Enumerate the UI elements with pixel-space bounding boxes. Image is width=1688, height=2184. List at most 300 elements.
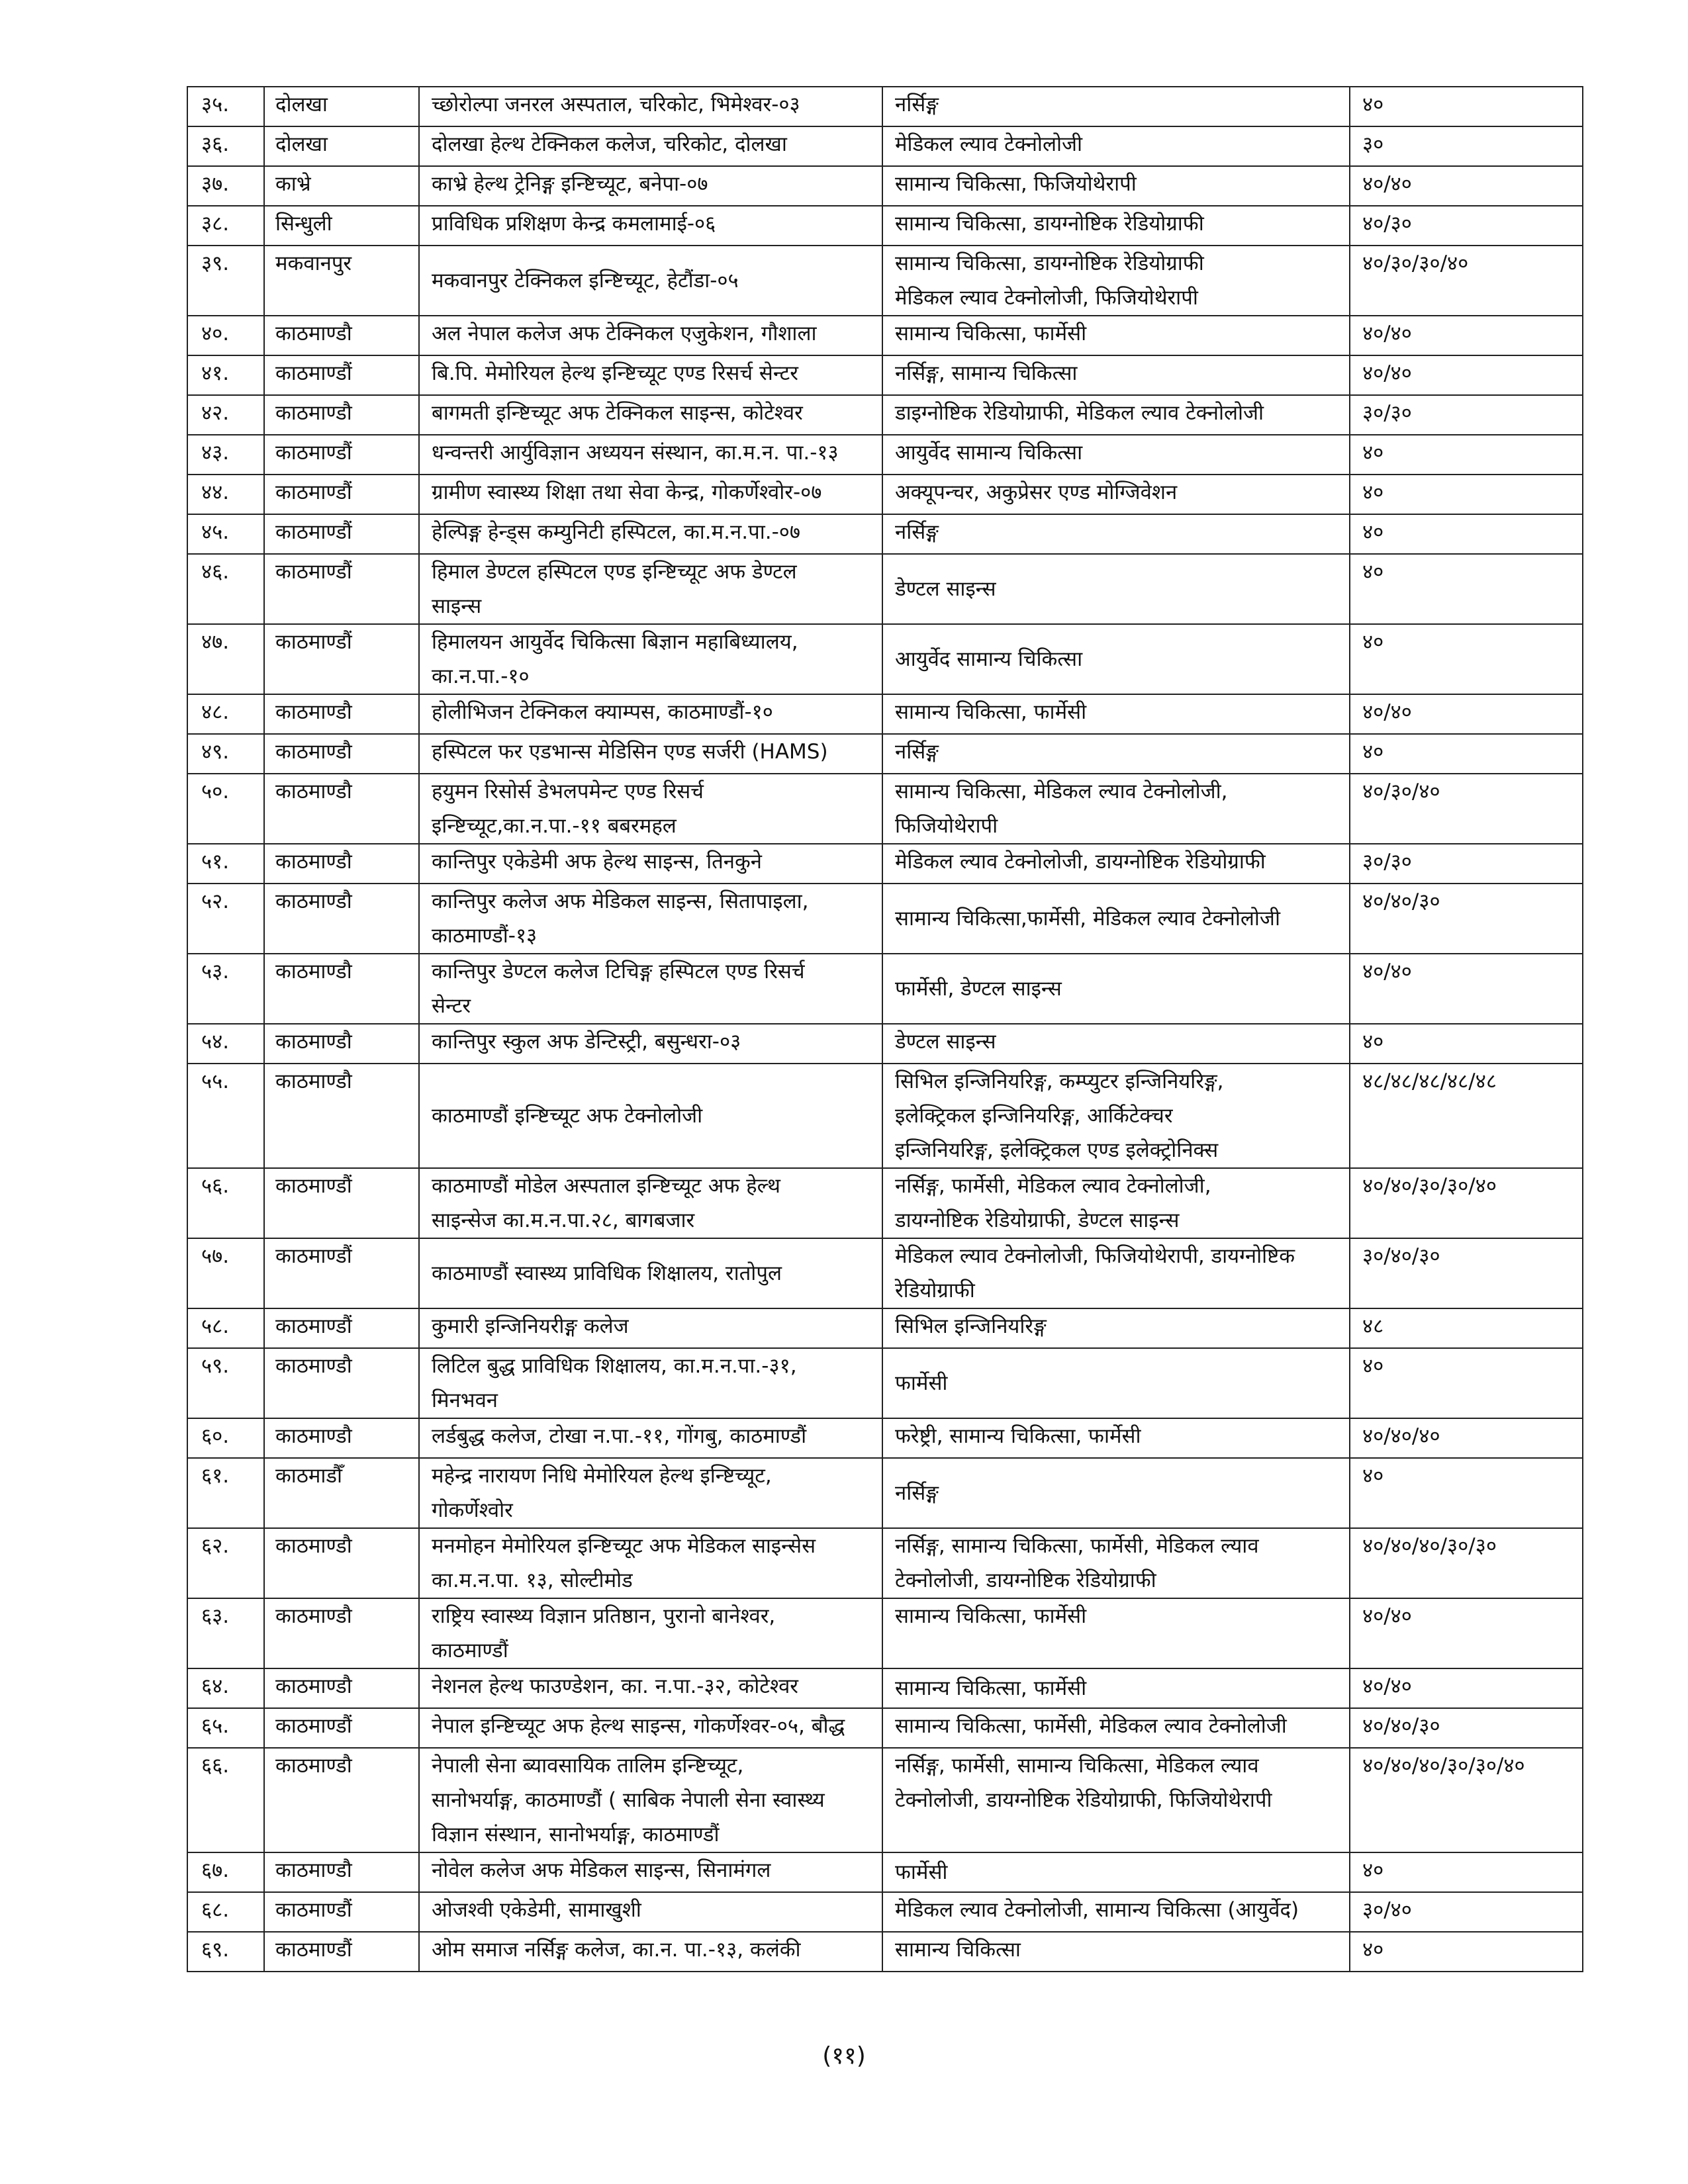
seat-count: ४० xyxy=(1362,1938,1384,1962)
serial-number: ५५. xyxy=(201,1069,230,1093)
program-line: नर्सिङ्ग xyxy=(895,1481,939,1505)
institution-name-cell xyxy=(419,1528,882,1598)
table-row xyxy=(187,774,1583,844)
seats-cell xyxy=(1350,1598,1583,1668)
program-line: रेडियोग्राफी xyxy=(895,1279,975,1302)
serial-number: ५२. xyxy=(201,889,230,913)
program-line: डाइग्नोष्टिक रेडियोग्राफी, मेडिकल ल्याव टेक्नोलोजी xyxy=(895,401,1264,425)
programs-cell xyxy=(882,694,1350,734)
program-line: टेक्नोलोजी, डायग्नोष्टिक रेडियोग्राफी, फिजियोथेरापी xyxy=(895,1788,1272,1812)
district-cell xyxy=(264,1348,419,1418)
table-row xyxy=(187,1748,1583,1852)
seat-count: ४०/३०/४० xyxy=(1362,780,1440,803)
serial-number: ६९. xyxy=(201,1938,230,1962)
seats-cell xyxy=(1350,1528,1583,1598)
district-name: काठमाण्डौं xyxy=(275,1898,352,1922)
institution-name-line: नेपाली सेना ब्यावसायिक तालिम इन्ष्टिच्यूट, xyxy=(432,1754,744,1778)
seats-cell xyxy=(1350,694,1583,734)
seat-count: ४८ xyxy=(1362,1314,1384,1338)
district-cell xyxy=(264,1418,419,1458)
seats-cell xyxy=(1350,844,1583,884)
serial-number: ४८. xyxy=(201,700,230,724)
district-name: काठमाण्डौं xyxy=(275,480,352,504)
serial-number: ५४. xyxy=(201,1030,230,1054)
serial-number: ४३. xyxy=(201,441,230,465)
institution-name-line: ओजश्वी एकेडेमी, सामाखुशी xyxy=(432,1898,641,1922)
district-name: काठमाण्डौं xyxy=(275,630,352,654)
serial-number-cell xyxy=(187,1708,264,1748)
programs-cell xyxy=(882,1598,1350,1668)
district-name: काठमाण्डौ xyxy=(275,740,352,764)
seat-count: ३०/३० xyxy=(1362,401,1412,425)
programs-cell xyxy=(882,475,1350,514)
programs-cell xyxy=(882,87,1350,126)
district-name: काठमाण्डौं xyxy=(275,361,352,385)
program-line: सामान्य चिकित्सा, फार्मेसी xyxy=(895,700,1087,724)
serial-number-cell xyxy=(187,1458,264,1528)
district-cell xyxy=(264,1308,419,1348)
table-row xyxy=(187,1528,1583,1598)
district-name: काठमाण्डौं xyxy=(275,1714,352,1738)
program-line: मेडिकल ल्याव टेक्नोलोजी xyxy=(895,132,1083,156)
institution-name-cell xyxy=(419,87,882,126)
institution-name-cell xyxy=(419,355,882,395)
seat-count: ४० xyxy=(1362,630,1384,654)
serial-number-cell xyxy=(187,1668,264,1708)
district-cell xyxy=(264,435,419,475)
serial-number: ६०. xyxy=(201,1424,230,1448)
serial-number: ४९. xyxy=(201,740,230,764)
program-line: नर्सिङ्ग xyxy=(895,93,939,116)
district-name: दोलखा xyxy=(275,132,328,156)
institution-name-line: हेल्पिङ्ग हेन्ड्स कम्युनिटी हस्पिटल, का.म.न.पा.-०७ xyxy=(432,520,800,544)
programs-cell xyxy=(882,395,1350,435)
district-name: दोलखा xyxy=(275,93,328,116)
institution-name-cell xyxy=(419,1418,882,1458)
seat-count: ४०/४० xyxy=(1362,322,1412,345)
district-cell xyxy=(264,1064,419,1168)
seat-count: ४०/३० xyxy=(1362,212,1412,236)
serial-number: ६३. xyxy=(201,1604,230,1628)
district-cell xyxy=(264,206,419,246)
institution-name-cell xyxy=(419,694,882,734)
seats-cell xyxy=(1350,1708,1583,1748)
institution-name-line: सानोभर्याङ्ग, काठमाण्डौं ( साबिक नेपाली सेना स्वास्थ्य xyxy=(432,1788,825,1812)
institution-name-line: सेन्टर xyxy=(432,994,471,1018)
program-line: डेण्टल साइन्स xyxy=(895,1030,996,1054)
serial-number-cell xyxy=(187,1852,264,1892)
seat-count: ४८/४८/४८/४८/४८ xyxy=(1362,1069,1497,1093)
district-cell xyxy=(264,844,419,884)
programs-cell xyxy=(882,1748,1350,1852)
program-line: सिभिल इन्जिनियरिङ्ग, कम्प्युटर इन्जिनियरिङ्ग, xyxy=(895,1069,1224,1093)
institution-name-line: प्राविधिक प्रशिक्षण केन्द्र कमलामाई-०६ xyxy=(432,212,716,236)
serial-number-cell xyxy=(187,514,264,554)
seats-cell xyxy=(1350,1024,1583,1064)
seat-count: ४० xyxy=(1362,560,1384,584)
institution-name-line: ग्रामीण स्वास्थ्य शिक्षा तथा सेवा केन्द्र, गोकर्णेश्वोर-०७ xyxy=(432,480,822,504)
seats-cell xyxy=(1350,514,1583,554)
programs-cell xyxy=(882,1528,1350,1598)
table-row xyxy=(187,475,1583,514)
serial-number: ३९. xyxy=(201,251,230,275)
district-cell xyxy=(264,395,419,435)
serial-number: ४१. xyxy=(201,361,230,385)
table-row xyxy=(187,734,1583,774)
serial-number-cell xyxy=(187,475,264,514)
seat-count: ४०/४० xyxy=(1362,1604,1412,1628)
district-cell xyxy=(264,1528,419,1598)
district-name: काठमाण्डौं xyxy=(275,1938,352,1962)
seats-cell xyxy=(1350,1308,1583,1348)
serial-number-cell xyxy=(187,1528,264,1598)
programs-cell xyxy=(882,954,1350,1024)
programs-cell xyxy=(882,844,1350,884)
table-row xyxy=(187,1418,1583,1458)
serial-number: ३८. xyxy=(201,212,230,236)
serial-number-cell xyxy=(187,87,264,126)
district-name: काठमाण्डौं xyxy=(275,1174,352,1198)
program-line: मेडिकल ल्याव टेक्नोलोजी, फिजियोथेरापी, डायग्नोष्टिक xyxy=(895,1244,1295,1268)
programs-cell xyxy=(882,1932,1350,1972)
institution-name-cell xyxy=(419,844,882,884)
serial-number: ५३. xyxy=(201,960,230,983)
seat-count: ४० xyxy=(1362,441,1384,465)
serial-number-cell xyxy=(187,1748,264,1852)
district-name: काठमाण्डौ xyxy=(275,1858,352,1882)
serial-number: ६७. xyxy=(201,1858,230,1882)
district-name: काठमाण्डौं xyxy=(275,1244,352,1268)
seat-count: ४० xyxy=(1362,1030,1384,1054)
table-row xyxy=(187,954,1583,1024)
serial-number: ४७. xyxy=(201,630,230,654)
district-cell xyxy=(264,87,419,126)
serial-number-cell xyxy=(187,624,264,694)
district-cell xyxy=(264,1168,419,1238)
seat-count: ४०/४० xyxy=(1362,361,1412,385)
seat-count: ४० xyxy=(1362,520,1384,544)
table-row xyxy=(187,1668,1583,1708)
institution-name-line: मिनभवन xyxy=(432,1388,498,1412)
program-line: आयुर्वेद सामान्य चिकित्सा xyxy=(895,647,1083,671)
serial-number-cell xyxy=(187,1168,264,1238)
table-row xyxy=(187,1458,1583,1528)
program-line: आयुर्वेद सामान्य चिकित्सा xyxy=(895,441,1083,465)
programs-cell xyxy=(882,884,1350,954)
program-line: मेडिकल ल्याव टेक्नोलोजी, डायग्नोष्टिक रेडियोग्राफी xyxy=(895,850,1266,874)
seats-cell xyxy=(1350,1852,1583,1892)
program-line: सिभिल इन्जिनियरिङ्ग xyxy=(895,1314,1047,1338)
programs-cell xyxy=(882,206,1350,246)
district-cell xyxy=(264,475,419,514)
page-number: (११) xyxy=(822,2042,866,2070)
serial-number-cell xyxy=(187,1418,264,1458)
table-row xyxy=(187,1064,1583,1168)
table-row xyxy=(187,1024,1583,1064)
institution-name-line: राष्ट्रिय स्वास्थ्य विज्ञान प्रतिष्ठान, पुरानो बानेश्वर, xyxy=(432,1604,776,1628)
serial-number-cell xyxy=(187,1932,264,1972)
institution-name-cell xyxy=(419,624,882,694)
institution-name-line: हयुमन रिसोर्स डेभलपमेन्ट एण्ड रिसर्च xyxy=(432,780,704,803)
institution-name-cell xyxy=(419,1024,882,1064)
institution-name-cell xyxy=(419,954,882,1024)
program-line: सामान्य चिकित्सा, फार्मेसी xyxy=(895,1676,1087,1700)
seat-count: ४०/४०/४०/३०/३० xyxy=(1362,1534,1497,1558)
district-name: काठमाण्डौ xyxy=(275,1604,352,1628)
district-name: काठमाडौँ xyxy=(275,1464,343,1488)
institution-name-line: काठमाण्डौं मोडेल अस्पताल इन्ष्टिच्यूट अफ हेल्थ xyxy=(432,1174,780,1198)
seats-cell xyxy=(1350,954,1583,1024)
program-line: नर्सिङ्ग, फार्मेसी, सामान्य चिकित्सा, मेडिकल ल्याव xyxy=(895,1754,1259,1778)
district-cell xyxy=(264,1458,419,1528)
serial-number: ५०. xyxy=(201,780,230,803)
district-name: काठमाण्डौ xyxy=(275,1354,352,1378)
district-name: काठमाण्डौं xyxy=(275,520,352,544)
institution-name-cell xyxy=(419,1168,882,1238)
program-line: सामान्य चिकित्सा, फार्मेसी xyxy=(895,1604,1087,1628)
serial-number: ६४. xyxy=(201,1674,230,1698)
program-line: नर्सिङ्ग xyxy=(895,520,939,544)
serial-number: ६५. xyxy=(201,1714,230,1738)
district-cell xyxy=(264,126,419,166)
serial-number-cell xyxy=(187,954,264,1024)
table-row xyxy=(187,395,1583,435)
seat-count: ४० xyxy=(1362,480,1384,504)
seats-cell xyxy=(1350,1892,1583,1932)
table-row xyxy=(187,1308,1583,1348)
institution-name-cell xyxy=(419,206,882,246)
institution-name-cell xyxy=(419,126,882,166)
programs-cell xyxy=(882,316,1350,355)
serial-number-cell xyxy=(187,1308,264,1348)
program-line: टेक्नोलोजी, डायग्नोष्टिक रेडियोग्राफी xyxy=(895,1569,1156,1592)
program-line: इन्जिनियरिङ्ग, इलेक्ट्रिकल एण्ड इलेक्ट्रोनिक्स xyxy=(895,1138,1219,1162)
table-row xyxy=(187,1852,1583,1892)
seat-count: ४०/४०/४० xyxy=(1362,1424,1440,1448)
institution-name-line: का.म.न.पा. १३, सोल्टीमोड xyxy=(432,1569,633,1592)
district-name: काठमाण्डौ xyxy=(275,401,352,425)
seat-count: ४०/४० xyxy=(1362,1674,1412,1698)
district-name: काठमाण्डौ xyxy=(275,889,352,913)
seat-count: ४०/४०/३० xyxy=(1362,1714,1440,1738)
district-cell xyxy=(264,246,419,316)
programs-cell xyxy=(882,624,1350,694)
serial-number: ४४. xyxy=(201,480,230,504)
table-body xyxy=(187,87,1583,1972)
seat-count: ३०/४०/३० xyxy=(1362,1244,1440,1268)
district-cell xyxy=(264,734,419,774)
district-cell xyxy=(264,954,419,1024)
serial-number-cell xyxy=(187,435,264,475)
serial-number-cell xyxy=(187,1064,264,1168)
seats-cell xyxy=(1350,206,1583,246)
table-row xyxy=(187,87,1583,126)
district-cell xyxy=(264,774,419,844)
serial-number-cell xyxy=(187,316,264,355)
institution-name-line: महेन्द्र नारायण निधि मेमोरियल हेल्थ इन्ष्टिच्यूट, xyxy=(432,1464,772,1488)
serial-number-cell xyxy=(187,554,264,624)
institution-name-cell xyxy=(419,395,882,435)
serial-number: ४६. xyxy=(201,560,230,584)
district-name: काठमाण्डौ xyxy=(275,700,352,724)
institution-name-line: लर्डबुद्ध कलेज, टोखा न.पा.-११, गोंगबु, काठमाण्डौं xyxy=(432,1424,807,1448)
seats-cell xyxy=(1350,166,1583,206)
institution-name-cell xyxy=(419,1598,882,1668)
seats-cell xyxy=(1350,435,1583,475)
serial-number: ३७. xyxy=(201,172,230,196)
institution-name-line: इन्ष्टिच्यूट,का.न.पा.-११ बबरमहल xyxy=(432,814,677,838)
institution-name-line: होलीभिजन टेक्निकल क्याम्पस, काठमाण्डौं-१० xyxy=(432,700,773,724)
district-cell xyxy=(264,166,419,206)
table-row xyxy=(187,246,1583,316)
table-row xyxy=(187,1168,1583,1238)
district-name: काठमाण्डौ xyxy=(275,1030,352,1054)
table-row xyxy=(187,1708,1583,1748)
institution-name-cell xyxy=(419,1064,882,1168)
institution-name-line: च्छोरोल्पा जनरल अस्पताल, चरिकोट, भिमेश्वर-०३ xyxy=(432,93,800,116)
institution-name-line: कान्तिपुर स्कुल अफ डेन्टिस्ट्री, बसुन्धरा-०३ xyxy=(432,1030,741,1054)
table-row xyxy=(187,884,1583,954)
serial-number-cell xyxy=(187,246,264,316)
district-name: काठमाण्डौं xyxy=(275,560,352,584)
district-name: काठमाण्डौ xyxy=(275,322,352,345)
table-row xyxy=(187,1238,1583,1308)
institution-name-line: लिटिल बुद्ध प्राविधिक शिक्षालय, का.म.न.पा.-३१, xyxy=(432,1354,797,1378)
seats-cell xyxy=(1350,1418,1583,1458)
serial-number-cell xyxy=(187,355,264,395)
institution-name-line: दोलखा हेल्थ टेक्निकल कलेज, चरिकोट, दोलखा xyxy=(432,132,787,156)
district-name: काठमाण्डौ xyxy=(275,1069,352,1093)
programs-cell xyxy=(882,1852,1350,1892)
serial-number: ५६. xyxy=(201,1174,230,1198)
institution-name-cell xyxy=(419,514,882,554)
serial-number: ३५. xyxy=(201,93,230,116)
seat-count: ४०/४० xyxy=(1362,172,1412,196)
serial-number-cell xyxy=(187,206,264,246)
district-cell xyxy=(264,1892,419,1932)
serial-number: ५९. xyxy=(201,1354,230,1378)
program-line: सामान्य चिकित्सा, डायग्नोष्टिक रेडियोग्राफी xyxy=(895,251,1204,275)
district-cell xyxy=(264,1024,419,1064)
program-line: नर्सिङ्ग, सामान्य चिकित्सा xyxy=(895,361,1078,385)
institution-name-line: कान्तिपुर डेण्टल कलेज टिचिङ्ग हस्पिटल एण्ड रिसर्च xyxy=(432,960,805,983)
serial-number-cell xyxy=(187,166,264,206)
institution-name-line: काठमाण्डौं xyxy=(432,1639,508,1662)
program-line: अक्यूपन्चर, अकुप्रेसर एण्ड मोग्जिवेशन xyxy=(895,480,1178,504)
district-name: काठमाण्डौ xyxy=(275,960,352,983)
institution-name-cell xyxy=(419,166,882,206)
program-line: सामान्य चिकित्सा, फिजियोथेरापी xyxy=(895,172,1137,196)
programs-cell xyxy=(882,1168,1350,1238)
seats-cell xyxy=(1350,1932,1583,1972)
programs-cell xyxy=(882,1708,1350,1748)
serial-number-cell xyxy=(187,844,264,884)
programs-cell xyxy=(882,1308,1350,1348)
table-row xyxy=(187,1348,1583,1418)
district-cell xyxy=(264,316,419,355)
programs-cell xyxy=(882,734,1350,774)
seats-cell xyxy=(1350,624,1583,694)
institution-name-line: कान्तिपुर एकेडेमी अफ हेल्थ साइन्स, तिनकुने xyxy=(432,850,763,874)
district-cell xyxy=(264,514,419,554)
programs-cell xyxy=(882,554,1350,624)
table-row xyxy=(187,1598,1583,1668)
institution-name-line: बागमती इन्ष्टिच्यूट अफ टेक्निकल साइन्स, कोटेश्वर xyxy=(432,401,803,425)
table-row xyxy=(187,206,1583,246)
seats-cell xyxy=(1350,355,1583,395)
institution-name-line: मनमोहन मेमोरियल इन्ष्टिच्यूट अफ मेडिकल साइन्सेस xyxy=(432,1534,816,1558)
table-row xyxy=(187,554,1583,624)
serial-number-cell xyxy=(187,1238,264,1308)
serial-number: ५७. xyxy=(201,1244,230,1268)
district-name: काठमाण्डौ xyxy=(275,1424,352,1448)
institution-name-line: काठमाण्डौं इन्ष्टिच्यूट अफ टेक्नोलोजी xyxy=(432,1104,703,1128)
district-cell xyxy=(264,694,419,734)
institution-name-line: हिमालयन आयुर्वेद चिकित्सा बिज्ञान महाबिध्यालय, xyxy=(432,630,798,654)
program-line: सामान्य चिकित्सा xyxy=(895,1938,1021,1962)
seat-count: ३० xyxy=(1362,132,1384,156)
program-line: फार्मेसी xyxy=(895,1860,948,1884)
programs-cell xyxy=(882,1348,1350,1418)
program-line: फिजियोथेरापी xyxy=(895,814,998,838)
district-name: काठमाण्डौं xyxy=(275,441,352,465)
serial-number: ५१. xyxy=(201,850,230,874)
district-cell xyxy=(264,1708,419,1748)
seat-count: ३०/३० xyxy=(1362,850,1412,874)
institution-name-line: नेपाल इन्ष्टिच्यूट अफ हेल्थ साइन्स, गोकर्णेश्वर-०५, बौद्ध xyxy=(432,1714,845,1738)
serial-number-cell xyxy=(187,774,264,844)
district-cell xyxy=(264,1932,419,1972)
district-cell xyxy=(264,884,419,954)
district-name: मकवानपुर xyxy=(275,251,352,275)
serial-number: ६८. xyxy=(201,1898,230,1922)
programs-cell xyxy=(882,166,1350,206)
district-name: काठमाण्डौ xyxy=(275,1534,352,1558)
seats-cell xyxy=(1350,1668,1583,1708)
program-line: सामान्य चिकित्सा, मेडिकल ल्याव टेक्नोलोजी, xyxy=(895,780,1228,803)
programs-cell xyxy=(882,435,1350,475)
program-line: फार्मेसी xyxy=(895,1371,948,1395)
seat-count: ४० xyxy=(1362,1464,1384,1488)
institution-name-line: हस्पिटल फर एडभान्स मेडिसिन एण्ड सर्जरी (HAMS) xyxy=(432,740,828,764)
serial-number-cell xyxy=(187,1348,264,1418)
seats-cell xyxy=(1350,395,1583,435)
seats-cell xyxy=(1350,87,1583,126)
program-line: मेडिकल ल्याव टेक्नोलोजी, फिजियोथेरापी xyxy=(895,286,1198,310)
district-name: काभ्रे xyxy=(275,172,311,196)
seat-count: ३०/४० xyxy=(1362,1898,1412,1922)
seats-cell xyxy=(1350,1458,1583,1528)
serial-number: ६१. xyxy=(201,1464,230,1488)
serial-number-cell xyxy=(187,734,264,774)
programs-cell xyxy=(882,1458,1350,1528)
district-cell xyxy=(264,554,419,624)
seats-cell xyxy=(1350,126,1583,166)
seat-count: ४०/४० xyxy=(1362,960,1412,983)
institution-name-cell xyxy=(419,774,882,844)
institution-name-cell xyxy=(419,734,882,774)
table-row xyxy=(187,1932,1583,1972)
institution-name-cell xyxy=(419,1748,882,1852)
table-row xyxy=(187,126,1583,166)
seat-count: ४० xyxy=(1362,740,1384,764)
institution-name-cell xyxy=(419,1668,882,1708)
institution-name-cell xyxy=(419,1892,882,1932)
institution-name-cell xyxy=(419,1708,882,1748)
district-cell xyxy=(264,1238,419,1308)
institution-name-line: काठमाण्डौं स्वास्थ्य प्राविधिक शिक्षालय, रातोपुल xyxy=(432,1261,782,1285)
institution-name-line: हिमाल डेण्टल हस्पिटल एण्ड इन्ष्टिच्यूट अफ डेण्टल xyxy=(432,560,797,584)
